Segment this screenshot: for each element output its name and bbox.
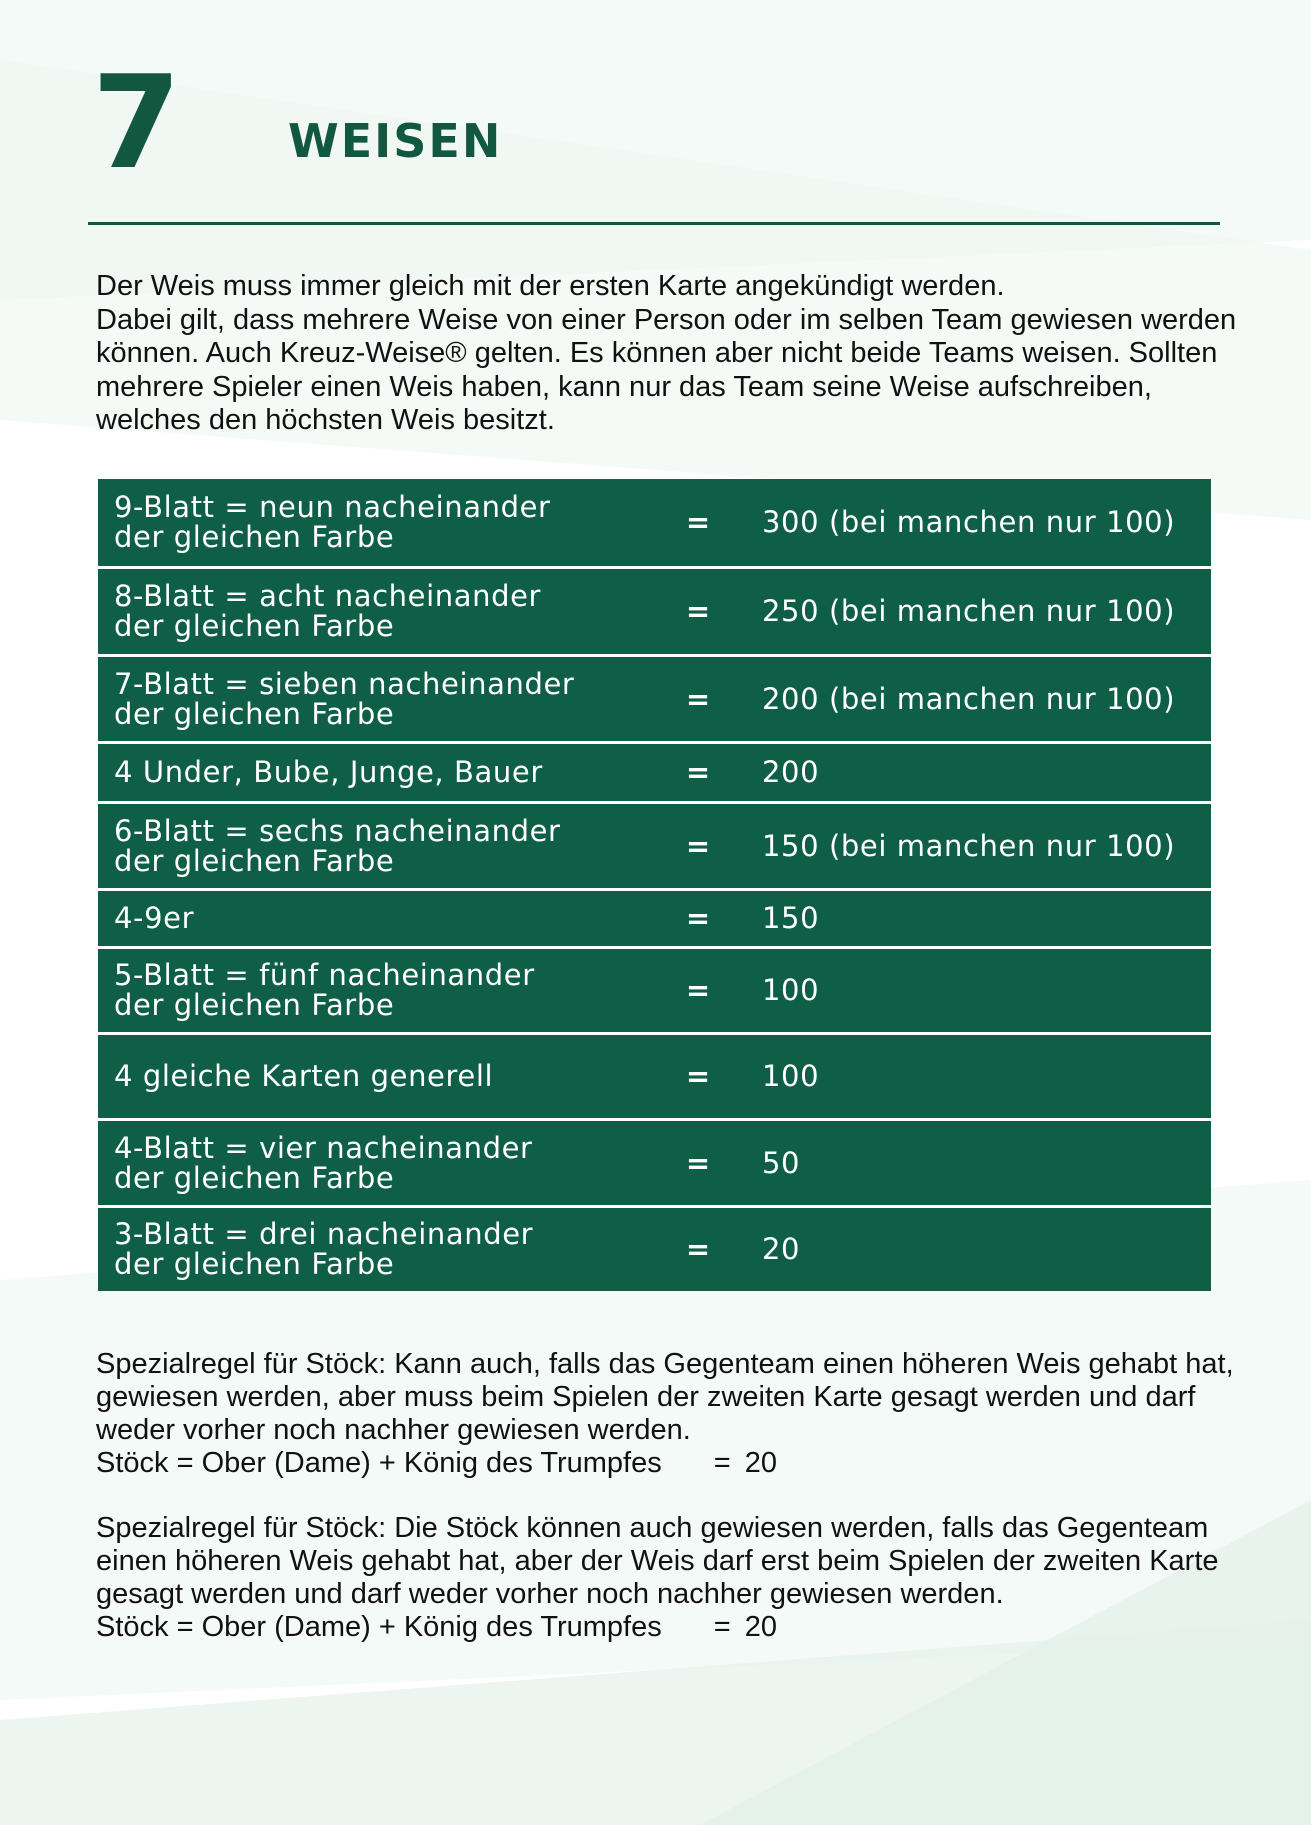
table-row [98,947,1211,1033]
formula-value: 20 [744,1611,777,1643]
formula-text: Stöck = Ober (Dame) + König des Trumpfes [96,1611,662,1643]
row-desc-line-1: 6-Blatt = sechs nacheinander [114,813,561,848]
row-desc-line-1: 4-Blatt = vier nacheinander [114,1130,533,1165]
row-description [98,1119,634,1206]
row-desc-line-2: der gleichen Farbe [114,843,395,878]
row-equals: = [634,742,762,802]
formula-equals: = [713,1611,731,1643]
row-desc-line-1: 3-Blatt = drei nacheinander [114,1217,534,1252]
intro-paragraph [96,270,1246,438]
row-value: 150 (bei manchen nur 100) [762,802,1211,889]
row-equals: = [634,802,762,889]
row-desc-line-2: der gleichen Farbe [114,609,395,643]
row-desc-line-1: 7-Blatt = sieben nacheinander [114,666,575,701]
row-equals: = [634,567,762,655]
row-desc-line-1: 5-Blatt = fünf nacheinander [114,958,535,992]
special-rule-text: Spezialregel für Stöck: Kann auch, falls das Gegenteam einen höheren Weis gehabt hat, gewiesen werden, aber muss beim Spielen der zweiten Karte gesagt werden und darf weder vorher noch nachher gewiesen werden. [96,1348,1234,1446]
row-equals: = [634,889,762,947]
row-desc-line-2: der gleichen Farbe [114,520,395,555]
row-desc-line-1: 9-Blatt = neun nacheinander [114,490,551,525]
table-row [98,802,1211,889]
chapter-title: WEISEN [288,114,503,168]
row-equals: = [634,479,762,567]
table-row [98,1033,1211,1119]
row-equals: = [634,1119,762,1206]
row-value: 200 [762,742,1211,802]
title-divider [88,222,1220,225]
row-desc-line-2: der gleichen Farbe [114,1247,395,1282]
row-description [98,742,634,802]
row-desc-line-1: 4-9er [114,901,195,935]
row-value: 50 [762,1119,1211,1206]
table-row [98,567,1211,655]
table-row [98,889,1211,947]
special-rule-formula [96,1611,1246,1644]
row-desc-line-1: 8-Blatt = acht nacheinander [114,579,542,613]
intro-line-2: Dabei gilt, dass mehrere Weise von einer Person oder im selben Team gewiesen werden können. Auch Kreuz-Weise® gelten. Es können aber nicht beide Teams weisen. Sollten mehrere Spieler einen Weis haben, kann nur das Team seine Weise aufschreiben, welches den höchsten Weis besitzt. [96,303,1237,436]
row-desc-line-1: 4 Under, Bube, Junge, Bauer [114,755,543,789]
row-value: 250 (bei manchen nur 100) [762,567,1211,655]
row-equals: = [634,1033,762,1119]
row-description [98,655,634,742]
row-description [98,947,634,1033]
row-value: 300 (bei manchen nur 100) [762,479,1211,567]
row-equals: = [634,655,762,742]
row-description [98,802,634,889]
formula-text: Stöck = Ober (Dame) + König des Trumpfes [96,1447,662,1479]
table-row [98,1119,1211,1206]
row-description [98,1033,634,1119]
formula-equals: = [713,1447,731,1479]
table-row [98,742,1211,802]
chapter-number: 7 [92,49,178,198]
special-rule-2 [96,1512,1246,1644]
table-row [98,655,1211,742]
row-desc-line-2: der gleichen Farbe [114,1160,395,1195]
formula-value: 20 [744,1447,777,1479]
special-rule-text: Spezialregel für Stöck: Die Stöck können auch gewiesen werden, falls das Gegenteam einen höheren Weis gehabt hat, aber der Weis darf erst beim Spielen der zweiten Karte gesagt werden und darf weder vorher noch nachher gewiesen werden. [96,1512,1219,1610]
table-row [98,479,1211,567]
special-rule-1 [96,1348,1246,1480]
row-desc-line-2: der gleichen Farbe [114,988,395,1022]
row-desc-line-1: 4 gleiche Karten generell [114,1059,494,1093]
row-value: 150 [762,889,1211,947]
intro-line-1: Der Weis muss immer gleich mit der ersten Karte angekündigt werden. [96,270,1005,302]
row-value: 100 [762,1033,1211,1119]
row-value: 200 (bei manchen nur 100) [762,655,1211,742]
table-row [98,1206,1211,1291]
special-rule-formula [96,1447,1246,1480]
row-desc-line-2: der gleichen Farbe [114,696,395,731]
row-equals: = [634,947,762,1033]
row-value: 100 [762,947,1211,1033]
weis-values-table [98,479,1211,1291]
row-description [98,479,634,567]
row-equals: = [634,1206,762,1291]
row-value: 20 [762,1206,1211,1291]
row-description [98,889,634,947]
row-description [98,567,634,655]
row-description [98,1206,634,1291]
